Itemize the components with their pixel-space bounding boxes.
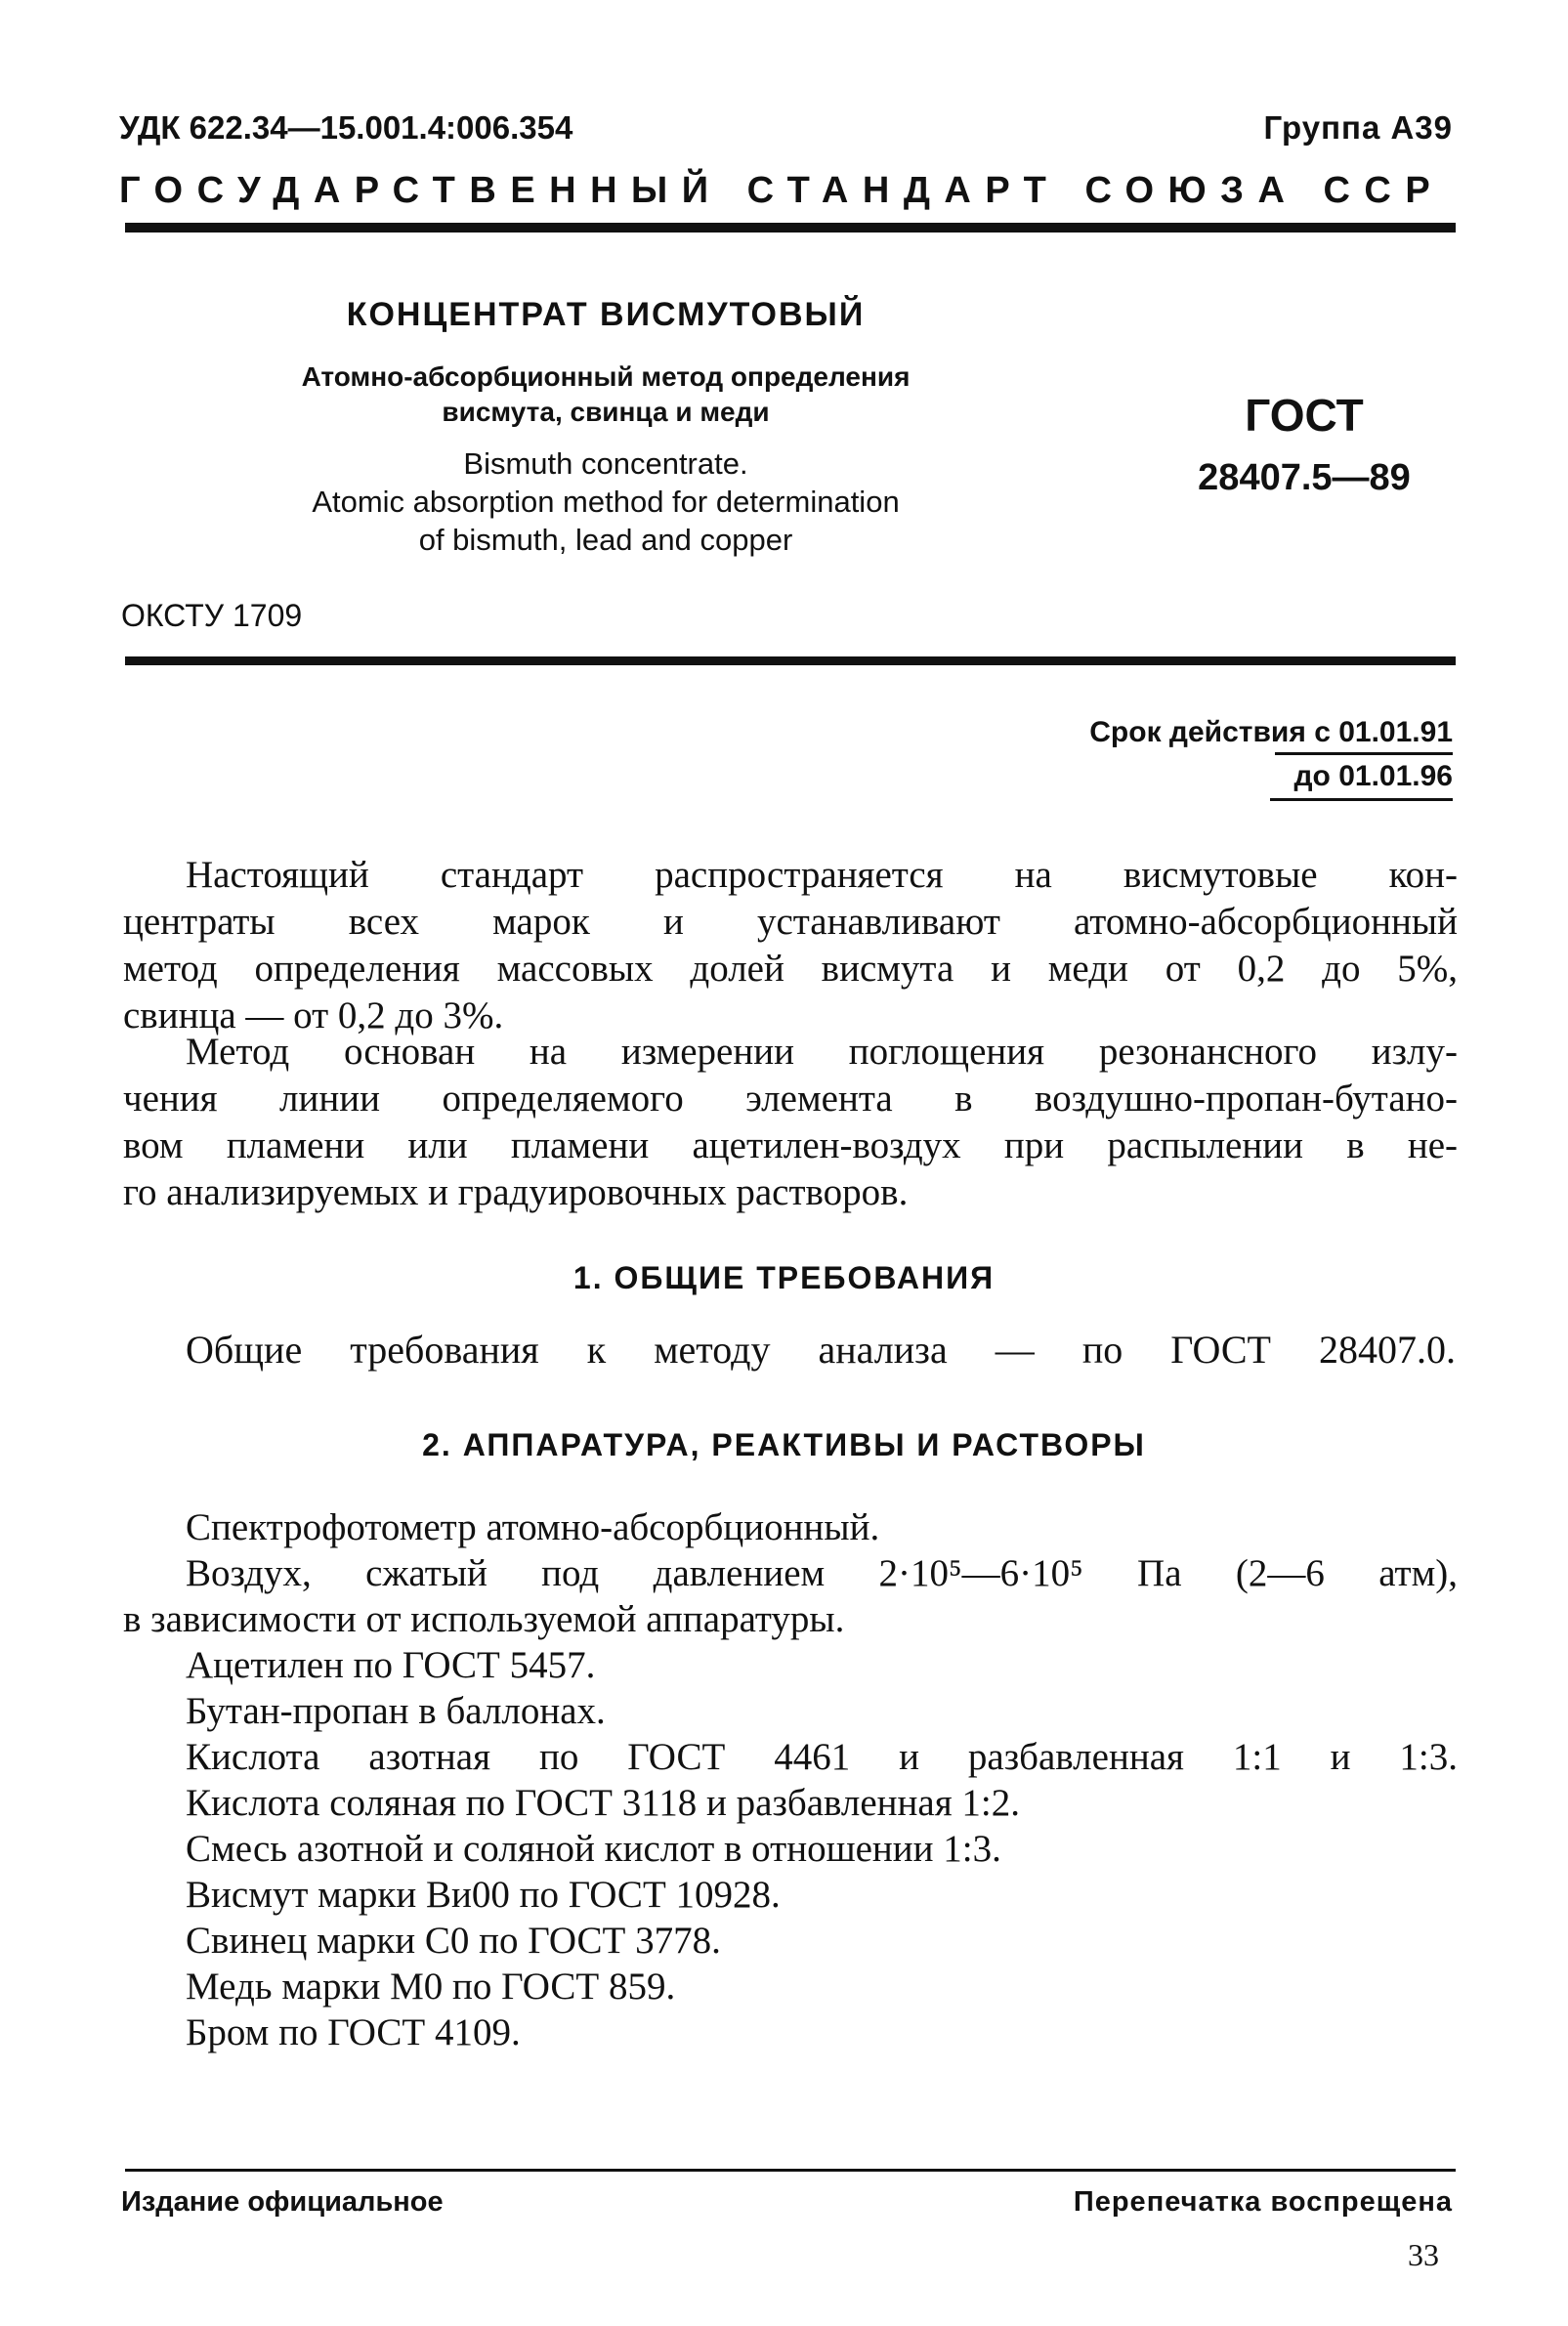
list-item: Кислота азотная по ГОСТ 4461 и разбавленная 1:1 и 1:3.: [186, 1736, 1458, 1778]
validity-from-underline: [1275, 752, 1453, 755]
validity-to-date: до 01.01.96: [1293, 760, 1453, 792]
p1-line-2: центраты всех марок и устанавливают атомно-абсорбционный: [123, 901, 1458, 943]
intro-paragraph-2: [123, 1029, 1458, 1216]
validity-label: Срок действия: [1089, 716, 1306, 748]
list-item: Смесь азотной и соляной кислот в отношении 1:3.: [186, 1828, 1001, 1870]
subtitle-en-line-1: Bismuth concentrate.: [463, 446, 748, 481]
gost-number: 28407.5—89: [1198, 457, 1411, 498]
subtitle-ru-line-2: висмута, свинца и меди: [442, 397, 770, 427]
reagents-list: [123, 1504, 1458, 2055]
list-item: Спектрофотометр атомно-абсорбционный.: [186, 1506, 880, 1548]
list-item: Бутан-пропан в баллонах.: [186, 1690, 606, 1732]
page-number: 33: [1408, 2237, 1439, 2272]
p1-line-1: Настоящий стандарт распространяется на висмутовые кон-: [186, 854, 1458, 896]
footer-reprint-prohibited: Перепечатка воспрещена: [1073, 2186, 1453, 2218]
subtitle-en: [210, 444, 1001, 559]
section-1-text: Общие требования к методу анализа — по ГОСТ 28407.0.: [186, 1328, 1456, 1372]
list-item: Свинец марки С0 по ГОСТ 3778.: [186, 1920, 721, 1962]
subtitle-en-line-2: Atomic absorption method for determination: [312, 485, 900, 519]
footer-official-edition: Издание официальное: [121, 2186, 444, 2218]
list-item: Бром по ГОСТ 4109.: [186, 2011, 521, 2053]
p2-line-4: го анализируемых и градуировочных растворов.: [123, 1171, 909, 1213]
p1-line-3: метод определения массовых долей висмута и меди от 0,2 до 5%,: [123, 948, 1458, 990]
okstu-code: ОКСТУ 1709: [121, 598, 303, 633]
list-item: Висмут марки Ви00 по ГОСТ 10928.: [186, 1874, 781, 1916]
udk-code: УДК 622.34—15.001.4:006.354: [119, 109, 573, 146]
p1-line-4: свинца — от 0,2 до 3%.: [123, 994, 504, 1036]
document-title: КОНЦЕНТРАТ ВИСМУТОВЫЙ: [346, 296, 866, 333]
section-1-heading: 1. ОБЩИЕ ТРЕБОВАНИЯ: [572, 1260, 996, 1295]
validity-to-underline: [1270, 798, 1453, 801]
header-rule: [125, 223, 1456, 233]
list-item: Медь марки М0 по ГОСТ 859.: [186, 1966, 676, 2008]
list-item: в зависимости от используемой аппаратуры.: [123, 1598, 845, 1640]
subtitle-ru: [225, 359, 987, 430]
gost-label: ГОСТ: [1245, 390, 1364, 441]
p2-line-3: вом пламени или пламени ацетилен-воздух при распылении в не-: [123, 1124, 1458, 1166]
p2-line-1: Метод основан на измерении поглощения резонансного излу-: [186, 1031, 1458, 1073]
intro-paragraph-1: [123, 852, 1458, 1039]
state-standard-heading: ГОСУДАРСТВЕННЫЙ СТАНДАРТ СОЮЗА ССР: [119, 170, 1445, 211]
subtitle-en-line-3: of bismuth, lead and copper: [418, 523, 793, 557]
list-item: Воздух, сжатый под давлением 2·10⁵—6·10⁵ Па (2—6 атм),: [186, 1552, 1458, 1594]
title-rule: [125, 656, 1456, 665]
list-item: Кислота соляная по ГОСТ 3118 и разбавленная 1:2.: [186, 1782, 1021, 1824]
footer-rule: [125, 2169, 1456, 2172]
validity-from-date: с 01.01.91: [1314, 716, 1453, 748]
subtitle-ru-line-1: Атомно-абсорбционный метод определения: [301, 361, 911, 392]
section-2-heading: 2. АППАРАТУРА, РЕАКТИВЫ И РАСТВОРЫ: [422, 1427, 1146, 1462]
p2-line-2: чения линии определяемого элемента в воздушно-пропан-бутано-: [123, 1078, 1458, 1120]
list-item: Ацетилен по ГОСТ 5457.: [186, 1644, 596, 1686]
group-code: Группа А39: [1263, 109, 1453, 146]
validity-from: [1089, 716, 1453, 749]
